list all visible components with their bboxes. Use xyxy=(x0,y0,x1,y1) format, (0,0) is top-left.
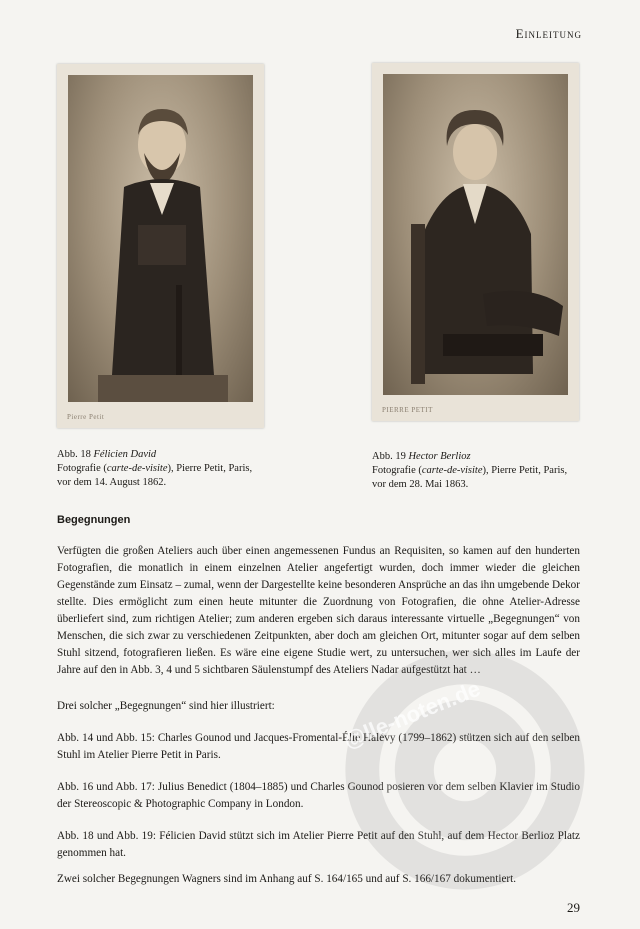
portrait-image xyxy=(68,75,253,402)
photo-felicien-david xyxy=(57,64,264,428)
body-paragraph: Abb. 16 und Abb. 17: Julius Benedict (1804–1885) und Charles Gounod posieren vor dem selben Klavier im Studio der Stereoscopic & Photographic Company in London. xyxy=(57,781,580,810)
standing-man-figure xyxy=(68,75,253,402)
caption-date: vor dem 14. August 1862. xyxy=(57,477,167,488)
caption-text: Fotografie ( xyxy=(372,465,422,476)
photo-credit: Pierre Petit xyxy=(67,413,105,421)
watermark-text: @lle-noten.de xyxy=(340,675,484,754)
caption-text: ), Pierre Petit, Paris, xyxy=(482,465,568,476)
body-paragraph: Abb. 14 und Abb. 15: Charles Gounod und Jacques-Fromental-Élie Halévy (1799–1862) stützen sich auf den selben Stuhl im Atelier Pierre Petit in Paris. xyxy=(57,732,580,761)
caption-date: vor dem 28. Mai 1863. xyxy=(372,479,469,490)
caption-text: Fotografie ( xyxy=(57,463,107,474)
portrait-image xyxy=(383,74,568,395)
photo-credit: PIERRE PETIT xyxy=(382,406,433,414)
page-number: 29 xyxy=(567,900,580,915)
body-paragraph: Verfügten die großen Ateliers auch über einen angemessenen Fundus an Requisiten, so kamen auf den hunderten Fotografien, die monatlich in einem einzelnen Atelier angefertigt wurden, doch immer wieder die gleichen Gegenstände zum Einsatz – zumal, wenn der Dargestellte keine besonderen Ansprüche an das ihn umgebende Dekor stellte. Dies ermöglicht zum einen heute mitunter die Zuordnung von Fotografien, die ohne Atelier-Adresse überliefert sind, zum richtigen Atelier; zum anderen ergeben sich daraus interessante virtuelle „Begegnungen“ von Menschen, die sich zwar zu verschiedenen Zeitpunkten, aber doch am gleichen Ort, mitunter sogar auf dem selben Stuhl sitzend, fotografieren ließen. Es wäre eine eigene Studie wert, zu untersuchen, wer sich alles im Laufe der Jahre auf den in Abb. 3, 4 und 5 sichtbaren Säulenstumpf des Ateliers Nadar aufgestützt hat … xyxy=(57,545,580,676)
photo-hector-berlioz xyxy=(372,63,579,421)
caption-text: ), Pierre Petit, Paris, xyxy=(167,463,253,474)
body-paragraph: Abb. 18 und Abb. 19: Félicien David stützt sich im Atelier Pierre Petit auf den Stuhl, auf dem Hector Berlioz Platz genommen hat. xyxy=(57,830,580,859)
running-head: Einleitung xyxy=(515,26,582,41)
caption-label: Abb. 18 xyxy=(57,449,91,460)
seated-man-figure xyxy=(383,74,568,395)
caption-name: Félicien David xyxy=(93,449,157,460)
figure-caption-19 xyxy=(372,450,567,492)
caption-name: Hector Berlioz xyxy=(408,451,471,462)
body-paragraph: Zwei solcher Begegnungen Wagners sind im Anhang auf S. 164/165 und auf S. 166/167 dokumentiert. xyxy=(57,873,517,885)
caption-italic: carte-de-visite xyxy=(106,463,168,474)
section-heading: Begegnungen xyxy=(57,514,131,526)
figure-caption-18 xyxy=(57,448,252,490)
caption-label: Abb. 19 xyxy=(372,451,406,462)
body-paragraph: Drei solcher „Begegnungen“ sind hier illustriert: xyxy=(57,700,275,712)
caption-italic: carte-de-visite xyxy=(421,465,483,476)
